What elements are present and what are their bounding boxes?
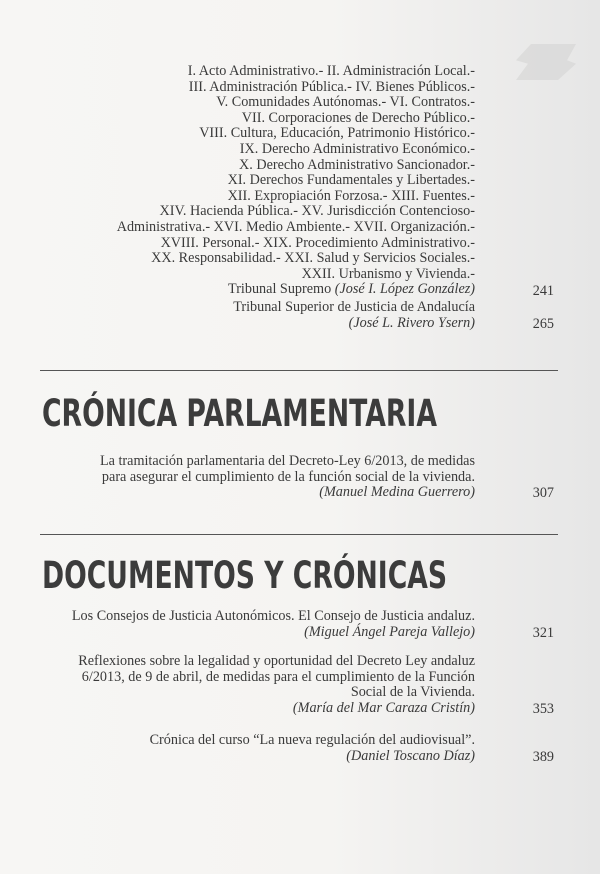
entry-author: (Daniel Toscano Díaz) [346, 747, 475, 764]
page-number: 389 [532, 749, 554, 765]
topic-list [117, 64, 475, 298]
topic-line: VIII. Cultura, Educación, Patrimonio Histórico.- [199, 125, 475, 142]
topic-line: IX. Derecho Administrativo Económico.- [239, 140, 475, 157]
topic-line: VII. Corporaciones de Derecho Público.- [241, 109, 475, 126]
entry-author: (Miguel Ángel Pareja Vallejo) [304, 623, 475, 640]
entry-line: Social de la Vivienda. [350, 684, 475, 701]
toc-entry-tsj-andalucia [233, 300, 475, 331]
topic-line: XXII. Urbanismo y Vivienda.- [301, 265, 475, 282]
entry-author: (Manuel Medina Guerrero) [319, 484, 475, 501]
topic-line: XX. Responsabilidad.- XXI. Salud y Servicios Sociales.- [151, 250, 475, 267]
topic-line: Administrativa.- XVI. Medio Ambiente.- XVII. Organización.- [116, 218, 475, 235]
toc-entry-cronica [100, 454, 475, 501]
section-divider [40, 534, 558, 535]
page-number: 265 [532, 316, 554, 332]
entry-line: Los Consejos de Justicia Autonómicos. El Consejo de Justicia andaluz. [71, 608, 475, 624]
page-number: 321 [532, 625, 554, 641]
section-title-documentos-y-cronicas: DOCUMENTOS Y CRÓNICAS [42, 554, 448, 597]
entry-label: Tribunal Supremo [228, 281, 332, 298]
page-number: 241 [532, 283, 554, 299]
topic-line: V. Comunidades Autónomas.- VI. Contratos.- [216, 94, 475, 111]
entry-line: para asegurar el cumplimiento de la función social de la vivienda. [101, 468, 475, 485]
topic-line: I. Acto Administrativo.- II. Administración Local.- [187, 63, 475, 79]
entry-line: La tramitación parlamentaria del Decreto-Ley 6/2013, de medidas [99, 453, 475, 469]
toc-entry-cronica-curso [150, 733, 475, 764]
topic-line: XII. Expropiación Forzosa.- XIII. Fuentes.- [227, 187, 475, 204]
page-number: 307 [532, 485, 554, 501]
section-divider [40, 370, 558, 371]
page-number: 353 [532, 701, 554, 717]
toc-entry-reflexiones [78, 654, 475, 716]
entry-author: (María del Mar Caraza Cristín) [292, 699, 475, 716]
topic-line: XVIII. Personal.- XIX. Procedimiento Administrativo.- [160, 234, 475, 251]
topic-line: III. Administración Pública.- IV. Bienes Públicos.- [188, 78, 475, 95]
topic-line: XIV. Hacienda Pública.- XV. Jurisdicción Contencioso- [159, 203, 475, 220]
entry-line: 6/2013, de 9 de abril, de medidas para el cumplimiento de la Función [81, 668, 475, 685]
entry-author: (José I. López González) [334, 281, 475, 298]
topic-line: XI. Derechos Fundamentales y Libertades.- [227, 172, 475, 189]
topic-line: X. Derecho Administrativo Sancionador.- [238, 156, 475, 173]
toc-entry-consejos-justicia [72, 609, 475, 640]
entry-label: Tribunal Superior de Justicia de Andalucía [233, 299, 475, 315]
entry-line: Crónica del curso “La nueva regulación del audiovisual”. [149, 732, 475, 748]
toc-entry-tribunal-supremo [117, 282, 475, 298]
entry-line: Reflexiones sobre la legalidad y oportunidad del Decreto Ley andaluz [78, 653, 475, 669]
section-title-cronica-parlamentaria: CRÓNICA PARLAMENTARIA [42, 392, 437, 435]
entry-author: (José L. Rivero Ysern) [348, 314, 475, 331]
